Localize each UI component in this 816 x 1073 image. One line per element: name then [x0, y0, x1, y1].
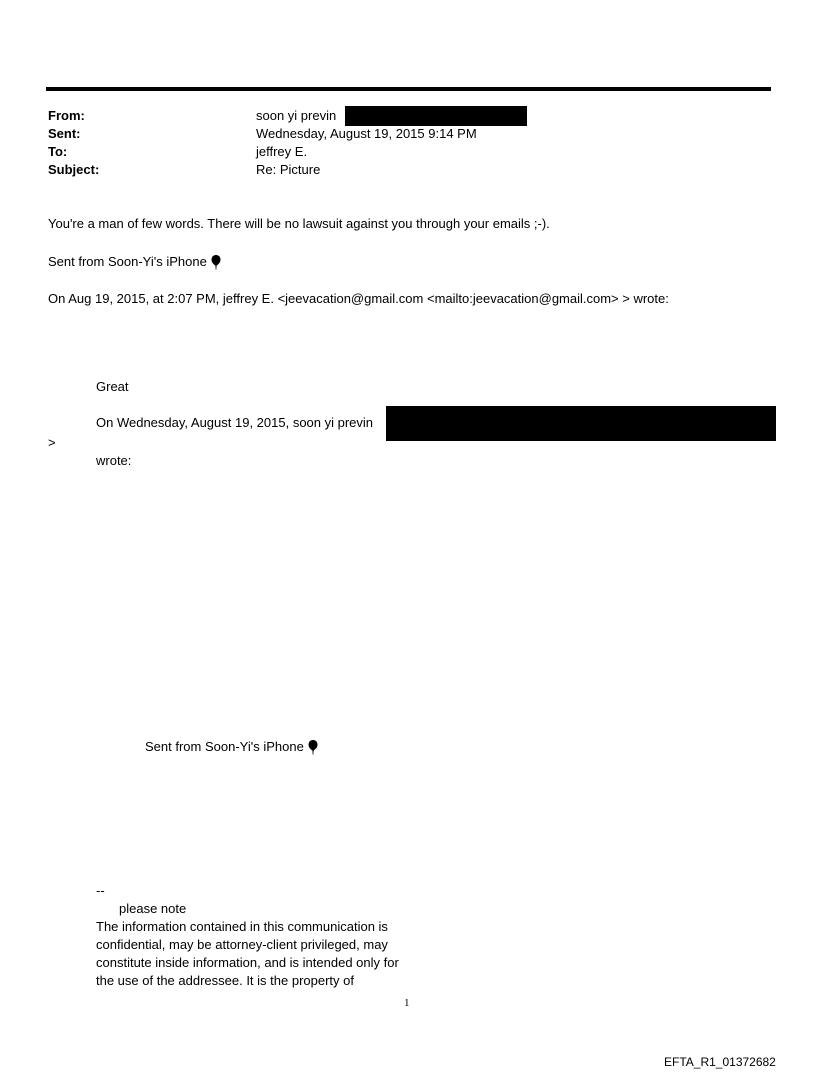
from-label: From: [48, 108, 85, 123]
header-rule [46, 87, 771, 91]
signature-text: Sent from Soon-Yi's iPhone [48, 254, 207, 269]
disclaimer-line: the use of the addressee. It is the property of [96, 973, 354, 988]
quote-intro: On Aug 19, 2015, at 2:07 PM, jeffrey E. <jeevacation@gmail.com <mailto:jeevacation@gmail.com> > wrote: [48, 291, 669, 306]
sent-label: Sent: [48, 126, 81, 141]
message-text: You're a man of few words. There will be no lawsuit against you through your emails ;-). [48, 216, 550, 231]
disclaimer-line: constitute inside information, and is intended only for [96, 955, 399, 970]
reply-text: Great [96, 379, 129, 394]
signature-dash: -- [96, 883, 105, 898]
sent-value: Wednesday, August 19, 2015 9:14 PM [256, 126, 477, 141]
disclaimer-line: The information contained in this communication is [96, 919, 388, 934]
disclaimer-line: confidential, may be attorney-client privileged, may [96, 937, 388, 952]
subject-value: Re: Picture [256, 162, 321, 177]
page-number: 1 [404, 997, 410, 1009]
signature [48, 254, 221, 270]
to-label: To: [48, 144, 68, 159]
nested-intro: On Wednesday, August 19, 2015, soon yi previn [96, 415, 374, 430]
redaction-nested-email [386, 406, 776, 441]
nested-signature-text: Sent from Soon-Yi's iPhone [145, 739, 304, 754]
balloon-icon [308, 739, 318, 755]
please-note: please note [119, 901, 187, 916]
nested-gt: > [48, 435, 56, 450]
from-value: soon yi previn [256, 108, 337, 123]
nested-wrote: wrote: [96, 453, 132, 468]
document-id: EFTA_R1_01372682 [664, 1055, 776, 1069]
redaction-from-email [345, 106, 527, 126]
to-value: jeffrey E. [256, 144, 308, 159]
nested-signature [145, 739, 318, 755]
subject-label: Subject: [48, 162, 100, 177]
balloon-icon [211, 254, 221, 270]
